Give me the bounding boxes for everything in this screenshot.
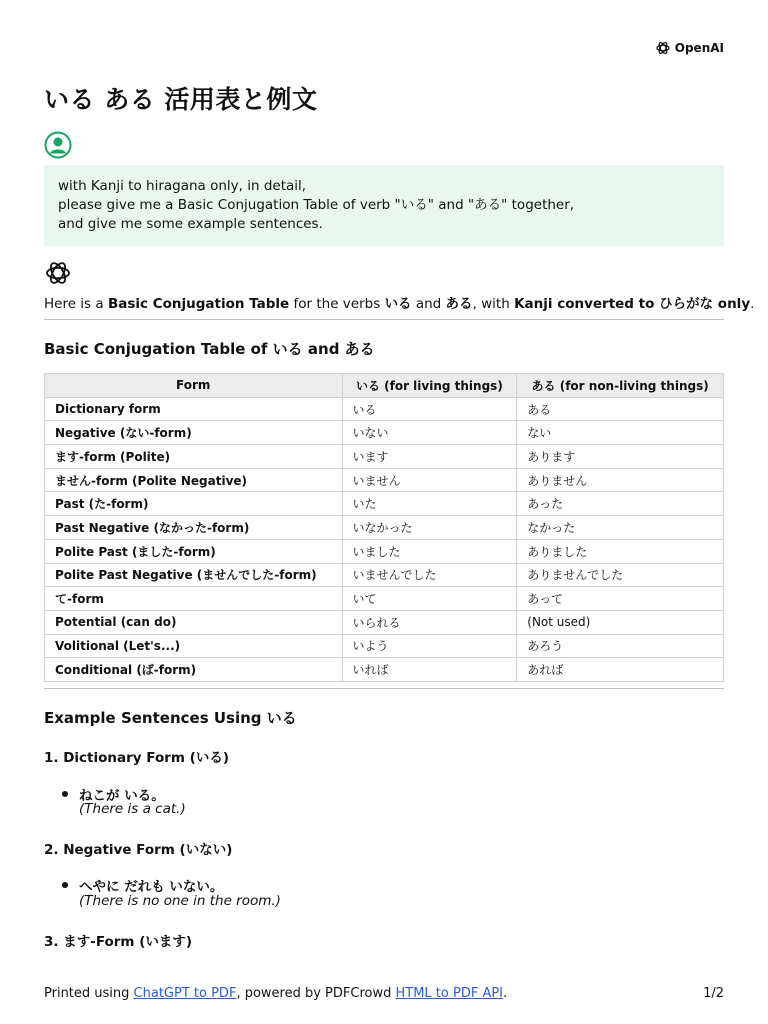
- aru-cell: あろう: [517, 634, 724, 658]
- intro-bold: いる: [384, 296, 412, 312]
- aru-cell: あれば: [517, 658, 724, 682]
- conjugation-table: [44, 373, 724, 682]
- aru-cell: あった: [517, 492, 724, 516]
- form-cell: Polite Past (ました-form): [45, 539, 343, 563]
- intro-bold: Kanji converted to ひらがな only: [514, 296, 751, 312]
- form-cell: Conditional (ば-form): [45, 658, 343, 682]
- footer: [44, 986, 507, 1001]
- table-row: [45, 468, 724, 492]
- iru-cell: いない: [342, 421, 517, 445]
- form-cell: て-form: [45, 587, 343, 611]
- table-row: [45, 445, 724, 469]
- iru-cell: いた: [342, 492, 517, 516]
- table-row: [45, 587, 724, 611]
- example-heading: 2. Negative Form (いない): [44, 842, 233, 858]
- form-cell: Volitional (Let's...): [45, 634, 343, 658]
- example-heading: 3. ます-Form (います): [44, 934, 193, 950]
- footer-text: , powered by PDFCrowd: [236, 986, 396, 1001]
- example-japanese: へやに だれも いない。: [79, 879, 224, 895]
- iru-cell: いられる: [342, 610, 517, 634]
- table-row: [45, 421, 724, 445]
- table-row: [45, 610, 724, 634]
- divider: [44, 688, 724, 689]
- aru-cell: あって: [517, 587, 724, 611]
- intro-text: Here is a: [44, 296, 108, 312]
- aru-cell: ない: [517, 421, 724, 445]
- iru-cell: いません: [342, 468, 517, 492]
- table-header-row: [45, 374, 724, 398]
- table-row: [45, 658, 724, 682]
- form-cell: Negative (ない-form): [45, 421, 343, 445]
- form-cell: Potential (can do): [45, 610, 343, 634]
- iru-cell: います: [342, 445, 517, 469]
- table-row: [45, 634, 724, 658]
- example-translation: (There is no one in the room.): [79, 893, 281, 909]
- form-cell: ません-form (Polite Negative): [45, 468, 343, 492]
- table-row: [45, 492, 724, 516]
- iru-cell: いませんでした: [342, 563, 517, 587]
- user-avatar-icon: [44, 131, 72, 159]
- page-number: 1/2: [703, 986, 724, 1001]
- iru-cell: いる: [342, 397, 517, 421]
- user-message-line: please give me a Basic Conjugation Table of verb "いる" and "ある" together,: [58, 197, 575, 213]
- column-header: ある (for non-living things): [517, 374, 724, 398]
- footer-text: .: [503, 986, 508, 1001]
- aru-cell: ありません: [517, 468, 724, 492]
- iru-cell: いれば: [342, 658, 517, 682]
- user-message-line: with Kanji to hiragana only, in detail,: [58, 178, 307, 194]
- form-cell: Past Negative (なかった-form): [45, 516, 343, 540]
- intro-text: , with: [472, 296, 515, 312]
- aru-cell: ある: [517, 397, 724, 421]
- openai-icon: [655, 40, 671, 56]
- example-japanese: ねこが いる。: [79, 788, 165, 804]
- iru-cell: いて: [342, 587, 517, 611]
- user-message: [44, 165, 724, 246]
- column-header: Form: [45, 374, 343, 398]
- table-row: [45, 563, 724, 587]
- examples-title: Example Sentences Using いる: [44, 709, 297, 727]
- intro-text: for the verbs: [289, 296, 385, 312]
- intro-bold: ある: [445, 296, 473, 312]
- column-header: いる (for living things): [342, 374, 517, 398]
- table-row: [45, 539, 724, 563]
- table-title: Basic Conjugation Table of いる and ある: [44, 340, 375, 358]
- bullet-dot: [62, 791, 68, 797]
- form-cell: Past (た-form): [45, 492, 343, 516]
- aru-cell: ありませんでした: [517, 563, 724, 587]
- table-row: [45, 516, 724, 540]
- intro-text: .: [750, 296, 755, 312]
- openai-logo: [655, 40, 724, 56]
- example-translation: (There is a cat.): [79, 801, 186, 817]
- footer-text: Printed using: [44, 986, 134, 1001]
- aru-cell: ありました: [517, 539, 724, 563]
- chatgpt-to-pdf-link[interactable]: ChatGPT to PDF: [133, 986, 237, 1001]
- divider: [44, 319, 724, 320]
- brand-name: OpenAI: [674, 41, 724, 55]
- user-message-line: and give me some example sentences.: [58, 216, 323, 232]
- iru-cell: いよう: [342, 634, 517, 658]
- example-heading: 1. Dictionary Form (いる): [44, 750, 230, 766]
- form-cell: Dictionary form: [45, 397, 343, 421]
- intro-bold: Basic Conjugation Table: [107, 296, 290, 312]
- bullet-dot: [62, 882, 68, 888]
- aru-cell: あります: [517, 445, 724, 469]
- chatgpt-icon: [44, 259, 72, 287]
- table-row: [45, 397, 724, 421]
- intro-text: and: [411, 296, 446, 312]
- iru-cell: いなかった: [342, 516, 517, 540]
- aru-cell: (Not used): [517, 610, 724, 634]
- html-to-pdf-api-link[interactable]: HTML to PDF API: [395, 986, 504, 1001]
- response-intro: [44, 292, 754, 312]
- form-cell: ます-form (Polite): [45, 445, 343, 469]
- page-title: いる ある 活用表と例文: [44, 85, 318, 114]
- iru-cell: いました: [342, 539, 517, 563]
- aru-cell: なかった: [517, 516, 724, 540]
- form-cell: Polite Past Negative (ませんでした-form): [45, 563, 343, 587]
